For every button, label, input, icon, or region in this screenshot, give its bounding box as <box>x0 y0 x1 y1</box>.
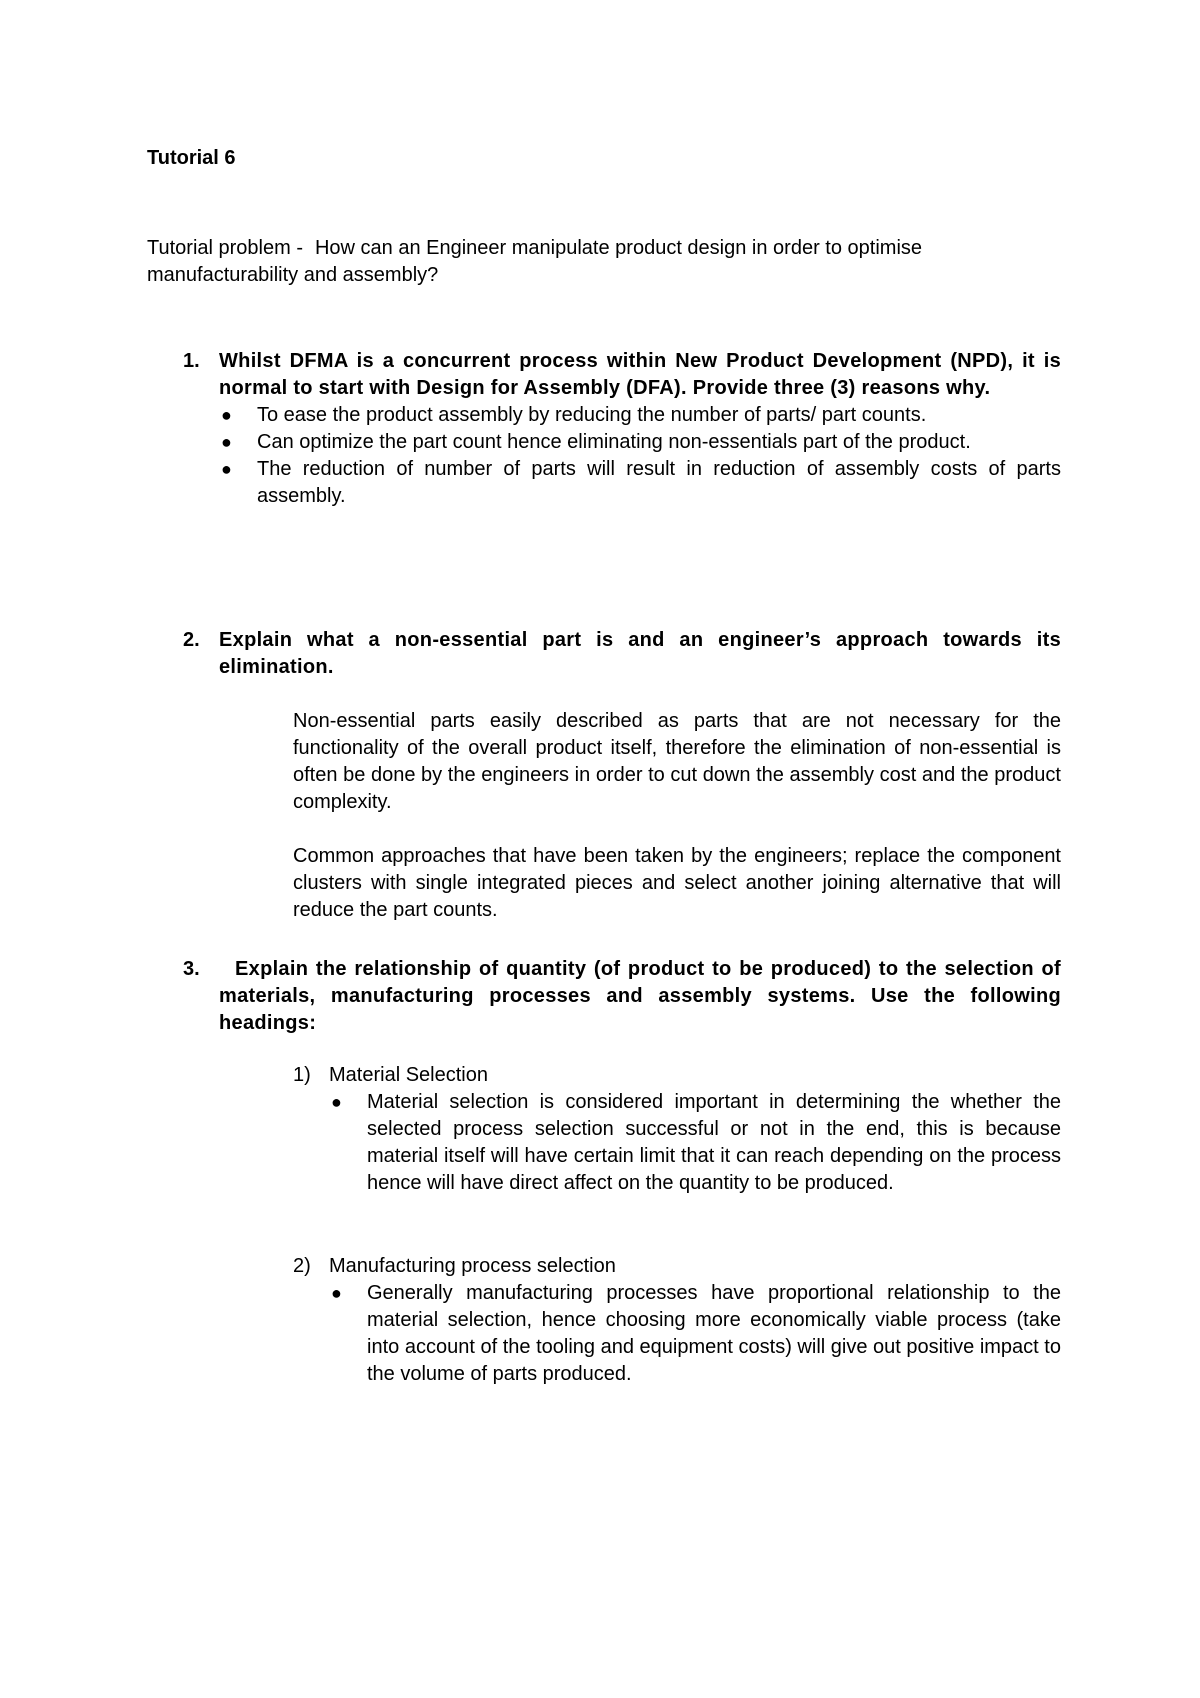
list-item: ● Can optimize the part count hence eliminating non-essentials part of the product. <box>219 429 1061 456</box>
heading-material-selection <box>293 1062 1061 1197</box>
bullet-icon: ● <box>221 405 232 425</box>
question-3 <box>219 956 1061 1037</box>
bullet-icon: ● <box>331 1092 342 1112</box>
heading-1-answer-list <box>329 1089 1061 1197</box>
heading-item <box>293 1062 1061 1089</box>
document-title: Tutorial 6 <box>147 147 236 169</box>
heading-number: 1) <box>293 1064 311 1086</box>
tutorial-problem <box>147 235 1067 289</box>
list-item: ● To ease the product assembly by reducing the number of parts/ part counts. <box>219 402 1061 429</box>
bullet-icon: ● <box>221 432 232 452</box>
problem-text: How can an Engineer manipulate product design in order to optimise manufacturability and assembly? <box>147 237 923 286</box>
question-1-answer-list <box>219 402 1061 510</box>
question-1-text: Whilst DFMA is a concurrent process within New Product Development (NPD), it is normal to start with Design for Assembly (DFA). Provide three (3) reasons why. <box>219 350 1061 399</box>
question-3-number: 3. <box>183 958 200 980</box>
list-item: ● Material selection is considered important in determining the whether the selected process selection successful or not in the end, this is because material itself will have certain limit that it can reach depending on the process hence will have direct affect on the quantity to be produced. <box>331 1091 1061 1194</box>
question-2-number: 2. <box>183 629 200 651</box>
question-2-text: Explain what a non-essential part is and an engineer’s approach towards its elimination. <box>219 629 1061 678</box>
question-2-answer <box>293 708 1061 924</box>
heading-2-answer-list <box>329 1280 1061 1388</box>
list-item: ● The reduction of number of parts will result in reduction of assembly costs of parts assembly. <box>221 458 1061 507</box>
question-1 <box>219 348 1061 510</box>
answer-paragraph: Non-essential parts easily described as parts that are not necessary for the functionality of the overall product itself, therefore the elimination of non-essential is often be done by the engineers in order to cut down the assembly cost and the product complexity. <box>293 710 1061 813</box>
heading-label: Material Selection <box>329 1064 488 1086</box>
question-1-number: 1. <box>183 350 200 372</box>
bullet-icon: ● <box>331 1283 342 1303</box>
question-3-text: Explain the relationship of quantity (of product to be produced) to the selection of materials, manufacturing processes and assembly systems. Use the following headings: <box>219 958 1061 1034</box>
heading-manufacturing-process <box>293 1253 1061 1388</box>
heading-item <box>293 1253 1061 1280</box>
heading-label: Manufacturing process selection <box>329 1255 616 1277</box>
answer-paragraph: Common approaches that have been taken by the engineers; replace the component clusters with single integrated pieces and select another joining alternative that will reduce the part counts. <box>293 845 1061 921</box>
problem-label: Tutorial problem - <box>147 237 303 259</box>
bullet-icon: ● <box>221 459 232 479</box>
heading-number: 2) <box>293 1255 311 1277</box>
list-item: ● Generally manufacturing processes have proportional relationship to the material selection, hence choosing more economically viable process (take into account of the tooling and equipment costs) will give out positive impact to the volume of parts produced. <box>331 1282 1061 1385</box>
question-2 <box>219 627 1061 681</box>
